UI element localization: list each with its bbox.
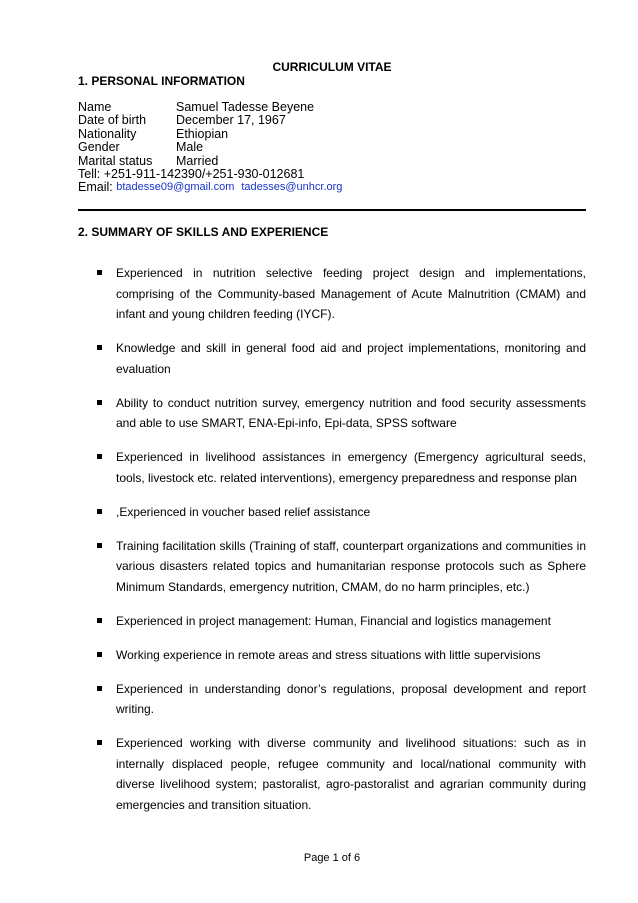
email-line [78, 181, 342, 194]
field-value: Ethiopian [176, 126, 229, 141]
personal-info-block [78, 101, 342, 195]
list-item [78, 536, 586, 598]
field-label: Name [78, 100, 112, 114]
field-row-gender [78, 141, 342, 154]
page-number: Page 1 of 6 [303, 852, 361, 864]
field-label: Nationality [78, 126, 137, 141]
field-row-name [78, 101, 342, 114]
list-item-text: Working experience in remote areas and stress situations with little supervisions [116, 647, 541, 662]
square-bullet-icon [97, 509, 102, 514]
field-label: Marital status [78, 153, 153, 168]
list-item-text: Experienced in project management: Human, Financial and logistics management [116, 613, 551, 628]
field-label: Date of birth [78, 113, 147, 128]
list-item [78, 338, 586, 379]
list-item [78, 263, 586, 325]
list-item-text: ,Experienced in voucher based relief assistance [116, 504, 371, 519]
square-bullet-icon [97, 400, 102, 405]
personal-info-heading: 1. PERSONAL INFORMATION [78, 74, 245, 88]
list-item-text: Ability to conduct nutrition survey, emergency nutrition and food security assessments and able to use SMART, ENA-Epi-info, Epi-data, SPSS software [116, 395, 586, 430]
section-divider [78, 209, 586, 211]
square-bullet-icon [97, 618, 102, 623]
list-item-text: Experienced in nutrition selective feeding project design and implementations, comprising of the Community-based Management of Acute Malnutrition (CMAM) and infant and young children feeding (IYCF). [116, 266, 586, 321]
telephone-line [78, 168, 342, 181]
field-row-marital-status [78, 155, 342, 168]
telephone-text: Tell: +251-911-142390/+251-930-012681 [78, 167, 305, 182]
square-bullet-icon [97, 686, 102, 691]
square-bullet-icon [97, 543, 102, 548]
list-item [78, 447, 586, 488]
list-item [78, 611, 586, 632]
list-item [78, 393, 586, 434]
square-bullet-icon [97, 345, 102, 350]
field-label: Gender [78, 140, 120, 155]
list-item-text: Knowledge and skill in general food aid and project implementations, monitoring and evaluation [116, 341, 586, 376]
list-item [78, 645, 586, 666]
list-item [78, 679, 586, 720]
list-item [78, 502, 586, 523]
skills-list [78, 263, 586, 829]
field-value: Married [176, 153, 219, 168]
field-row-date-of-birth [78, 114, 342, 127]
square-bullet-icon [97, 270, 102, 275]
email-link-gmail[interactable]: btadesse09@gmail.com [116, 181, 235, 194]
field-value: Samuel Tadesse Beyene [176, 100, 315, 114]
skills-heading: 2. SUMMARY OF SKILLS AND EXPERIENCE [78, 225, 329, 239]
list-item-text: Training facilitation skills (Training of staff, counterpart organizations and communities in various disasters related topics and humanitarian response protocols such as Sphere Minimum Standards, emergency nutrition, CMAM, do no harm principles, etc.) [116, 538, 586, 594]
document-title: CURRICULUM VITAE [272, 60, 392, 74]
field-row-nationality [78, 128, 342, 141]
field-value: December 17, 1967 [176, 113, 286, 128]
list-item-text: Experienced in understanding donor’s regulations, proposal development and report writing. [116, 681, 586, 716]
email-link-unhcr[interactable]: tadesses@unhcr.org [241, 181, 343, 194]
square-bullet-icon [97, 740, 102, 745]
square-bullet-icon [97, 652, 102, 657]
email-label: Email: [78, 180, 113, 195]
list-item [78, 733, 586, 815]
list-item-text: Experienced working with diverse community and livelihood situations: such as in internally displaced people, refugee community and local/national community with diverse livelihood system; pastoralist, agro-pastoralist and agrarian community during emergencies and transition situation. [116, 736, 586, 812]
field-value: Male [176, 140, 204, 155]
square-bullet-icon [97, 454, 102, 459]
list-item-text: Experienced in livelihood assistances in emergency (Emergency agricultural seeds, tools, livestock etc. related interventions), emergency preparedness and response plan [116, 450, 586, 485]
